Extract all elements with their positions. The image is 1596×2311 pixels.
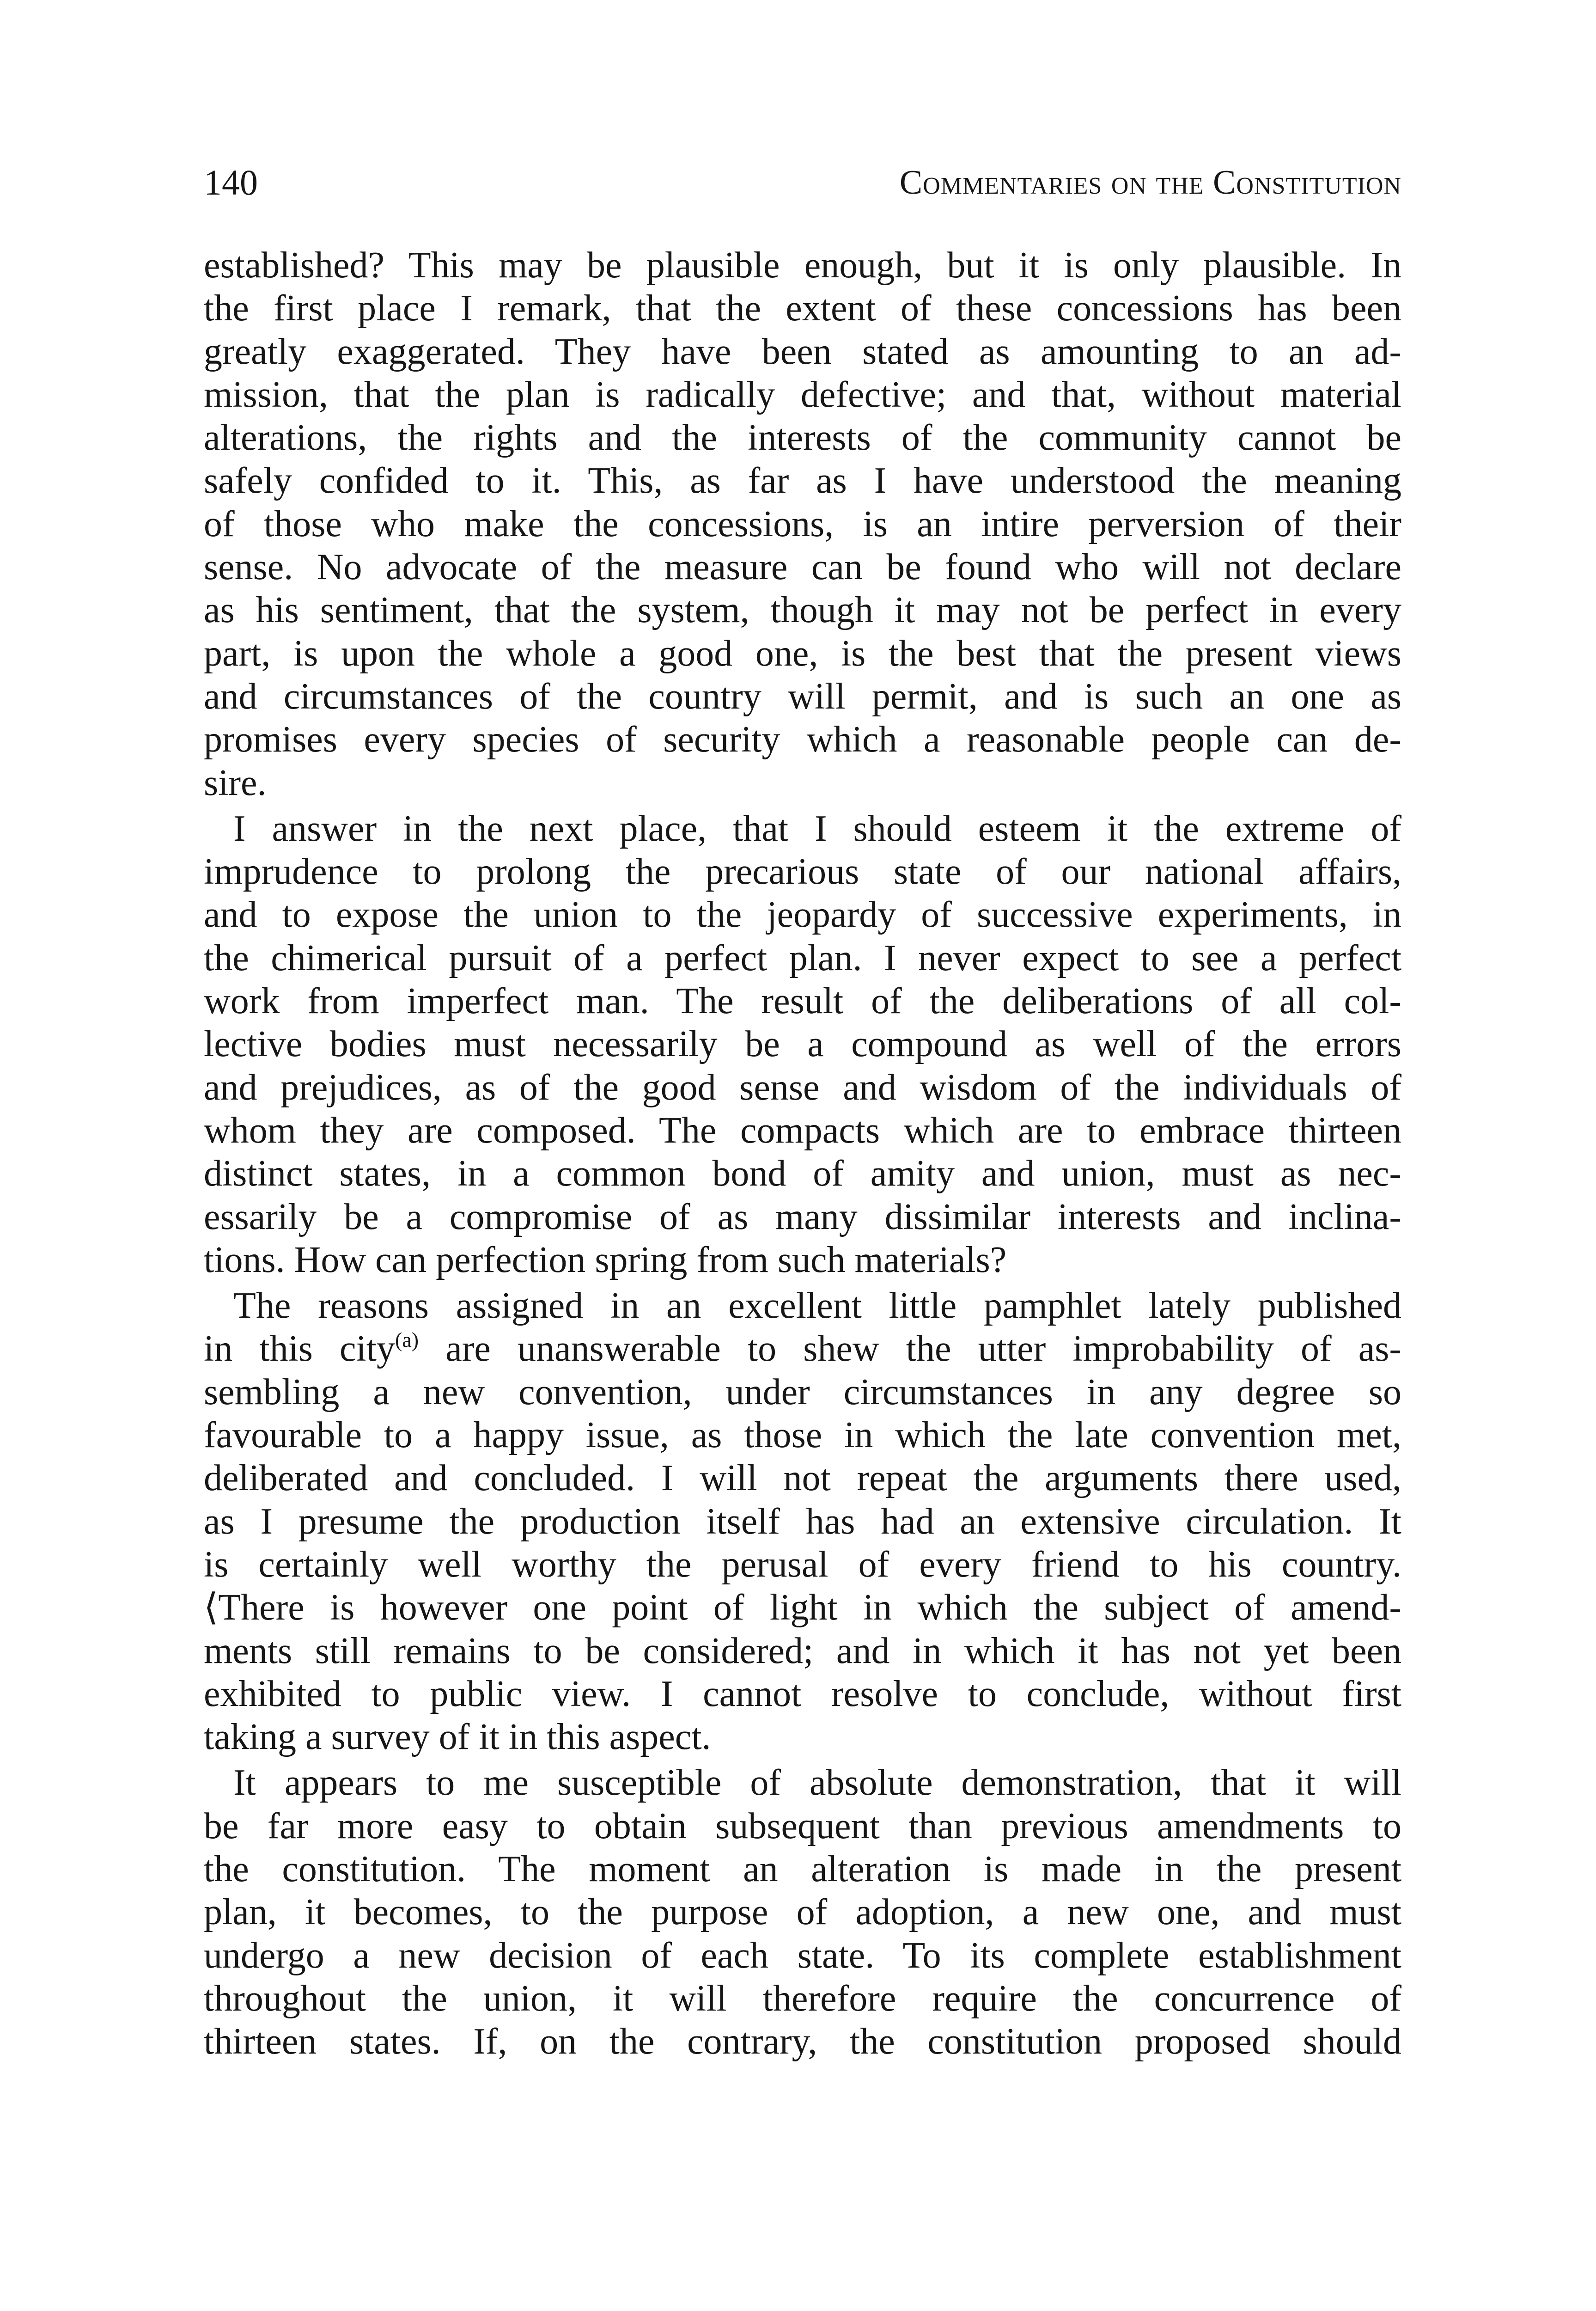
text-line: It appears to me susceptible of absolute demonstration, that it will (233, 1762, 1401, 1804)
text-line: sense. No advocate of the measure can be found who will not declare (204, 547, 1401, 588)
text-line-with-footnote (204, 1327, 1401, 1370)
text-line: and to expose the union to the jeopardy of successive experiments, in (204, 894, 1401, 935)
running-head: Commentaries on the Constitution (899, 164, 1401, 202)
text-line: taking a survey of it in this aspect. (204, 1717, 711, 1758)
text-line: the constitution. The moment an alteration is made in the present (204, 1848, 1401, 1889)
paragraph-2 (204, 807, 1401, 1282)
text-line: whom they are composed. The compacts which are to embrace thirteen (204, 1110, 1401, 1151)
text-fragment: are unanswerable to shew the utter improbability of as- (445, 1328, 1402, 1369)
text-line: mission, that the plan is radically defective; and that, without material (204, 374, 1401, 415)
text-line: as I presume the production itself has had an extensive circulation. It (204, 1501, 1401, 1542)
text-line: as his sentiment, that the system, though it may not be perfect in every (204, 590, 1401, 631)
paragraph-4 (204, 1761, 1401, 2063)
text-line: be far more easy to obtain subsequent than previous amendments to (204, 1805, 1401, 1846)
text-line: lective bodies must necessarily be a compound as well of the errors (204, 1024, 1401, 1065)
text-line: work from imperfect man. The result of the deliberations of all col- (204, 981, 1401, 1022)
paragraph-3 (204, 1284, 1401, 1759)
text-line: I answer in the next place, that I should esteem it the extreme of (233, 808, 1401, 849)
text-line: part, is upon the whole a good one, is the best that the present views (204, 633, 1401, 674)
text-line: plan, it becomes, to the purpose of adoption, a new one, and must (204, 1892, 1401, 1933)
text-line: essarily be a compromise of as many dissimilar interests and inclina- (204, 1196, 1401, 1237)
text-line: safely confided to it. This, as far as I have understood the meaning (204, 460, 1401, 501)
text-line: tions. How can perfection spring from such materials? (204, 1239, 1007, 1280)
text-line: and prejudices, as of the good sense and wisdom of the individuals of (204, 1067, 1401, 1108)
text-line: greatly exaggerated. They have been stated as amounting to an ad- (204, 331, 1401, 372)
text-line: established? This may be plausible enough, but it is only plausible. In (204, 245, 1401, 286)
page-header (204, 157, 1401, 208)
text-line: thirteen states. If, on the contrary, the constitution proposed should (204, 2021, 1401, 2062)
text-line: ⟨There is however one point of light in which the subject of amend- (204, 1587, 1401, 1628)
text-line: sire. (204, 762, 267, 803)
text-line: ments still remains to be considered; and in which it has not yet been (204, 1630, 1401, 1671)
text-line: exhibited to public view. I cannot resolve to conclude, without first (204, 1673, 1401, 1714)
paragraph-1 (204, 244, 1401, 805)
text-line: distinct states, in a common bond of amity and union, must as nec- (204, 1153, 1401, 1194)
text-line: promises every species of security which a reasonable people can de- (204, 719, 1401, 760)
text-line: is certainly well worthy the perusal of every friend to his country. (204, 1544, 1401, 1585)
text-line: the chimerical pursuit of a perfect plan. I never expect to see a perfect (204, 937, 1401, 978)
text-line: alterations, the rights and the interests of the community cannot be (204, 417, 1401, 459)
text-fragment: in this city (204, 1328, 396, 1369)
text-line: and circumstances of the country will permit, and is such an one as (204, 676, 1401, 717)
body-text (204, 244, 1401, 2063)
text-line: sembling a new convention, under circumstances in any degree so (204, 1371, 1401, 1412)
text-line: The reasons assigned in an excellent little pamphlet lately published (233, 1285, 1401, 1327)
text-line: deliberated and concluded. I will not repeat the arguments there used, (204, 1458, 1401, 1499)
footnote-marker: (a) (395, 1328, 419, 1352)
text-line: favourable to a happy issue, as those in which the late convention met, (204, 1415, 1401, 1456)
text-line: imprudence to prolong the precarious state of our national affairs, (204, 851, 1401, 893)
page-number: 140 (204, 162, 258, 202)
text-line: of those who make the concessions, is an intire perversion of their (204, 503, 1401, 544)
text-line: throughout the union, it will therefore require the concurrence of (204, 1978, 1401, 2019)
text-line: the first place I remark, that the extent of these concessions has been (204, 288, 1401, 329)
text-line: undergo a new decision of each state. To its complete establishment (204, 1935, 1401, 1976)
